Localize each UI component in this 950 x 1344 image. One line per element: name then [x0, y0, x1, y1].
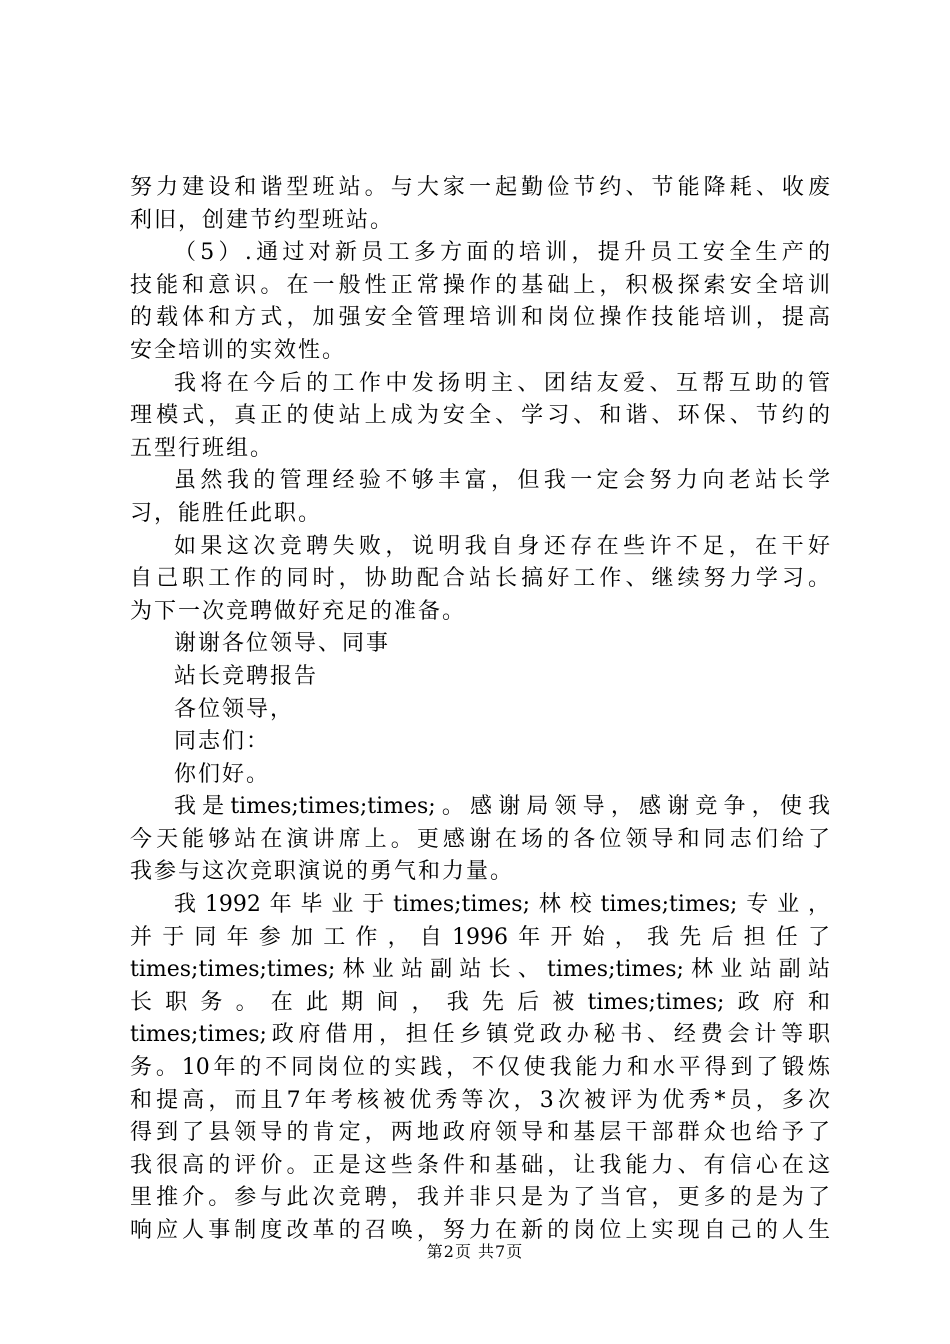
- text-line-10: 虽然我的管理经验不够丰富，但我一定会努力向老站长学: [174, 468, 830, 494]
- text-line-3: （5）.通过对新员工多方面的培训，提升员工安全生产的: [174, 240, 830, 266]
- text-line-24: 并于同年参加工作，自1996年开始，我先后担任了: [130, 924, 830, 950]
- text-line-7: 我将在今后的工作中发扬明主、团结友爱、互帮互助的管: [174, 370, 830, 396]
- text-line-22: 我参与这次竞职演说的勇气和力量。: [130, 859, 515, 885]
- text-line-28: 务。10年的不同岗位的实践，不仅使我能力和水平得到了锻炼: [130, 1055, 830, 1081]
- document-body: [130, 172, 830, 1248]
- text-line-4: 技能和意识。在一般性正常操作的基础上，积极探索安全培训: [130, 272, 830, 298]
- text-line-33: 响应人事制度改革的召唤，努力在新的岗位上实现自己的人生: [130, 1218, 830, 1243]
- text-line-18: 同志们：: [174, 729, 271, 755]
- text-line-26: 长职务。在此期间，我先后被times;times;政府和: [130, 989, 830, 1015]
- text-line-15: 谢谢各位领导、同事: [174, 631, 391, 657]
- text-line-12: 如果这次竞聘失败，说明我自身还存在些许不足，在干好: [174, 533, 830, 559]
- text-line-23: 我1992年毕业于times;times;林校times;times;专业，: [174, 892, 830, 918]
- text-line-9: 五型行班组。: [130, 435, 275, 461]
- text-line-30: 得到了县领导的肯定，两地政府领导和基层干部群众也给予了: [130, 1120, 830, 1146]
- text-line-13: 自己职工作的同时，协助配合站长搞好工作、继续努力学习。: [130, 566, 830, 592]
- text-line-14: 为下一次竞聘做好充足的准备。: [130, 598, 467, 624]
- page-footer: 第2页 共7页: [426, 1242, 524, 1261]
- text-line-17: 各位领导，: [174, 696, 295, 722]
- text-line-31: 我很高的评价。正是这些条件和基础，让我能力、有信心在这: [130, 1152, 830, 1178]
- text-line-29: 和提高，而且7年考核被优秀等次，3次被评为优秀*员，多次: [130, 1087, 830, 1113]
- text-line-25: times;times;times;林业站副站长、times;times;林业站副站: [130, 957, 830, 983]
- text-line-8: 理模式，真正的使站上成为安全、学习、和谐、环保、节约的: [130, 403, 830, 429]
- text-line-5: 的载体和方式，加强安全管理培训和岗位操作技能培训，提高: [130, 305, 830, 331]
- text-line-21: 今天能够站在演讲席上。更感谢在场的各位领导和同志们给了: [130, 826, 830, 852]
- text-line-27: times;times;政府借用，担任乡镇党政办秘书、经费会计等职: [130, 1022, 830, 1048]
- text-line-11: 习，能胜任此职。: [130, 500, 323, 526]
- text-line-19: 你们好。: [174, 761, 271, 787]
- text-line-6: 安全培训的实效性。: [130, 337, 347, 363]
- text-line-16: 站长竞聘报告: [174, 663, 319, 689]
- text-line-2: 利旧，创建节约型班站。: [130, 207, 395, 233]
- text-line-32: 里推介。参与此次竞聘，我并非只是为了当官，更多的是为了: [130, 1185, 830, 1211]
- text-line-1: 努力建设和谐型班站。与大家一起勤俭节约、节能降耗、收废: [130, 175, 830, 200]
- text-line-20: 我是times;times;times;。感谢局领导，感谢竞争，使我: [174, 794, 830, 820]
